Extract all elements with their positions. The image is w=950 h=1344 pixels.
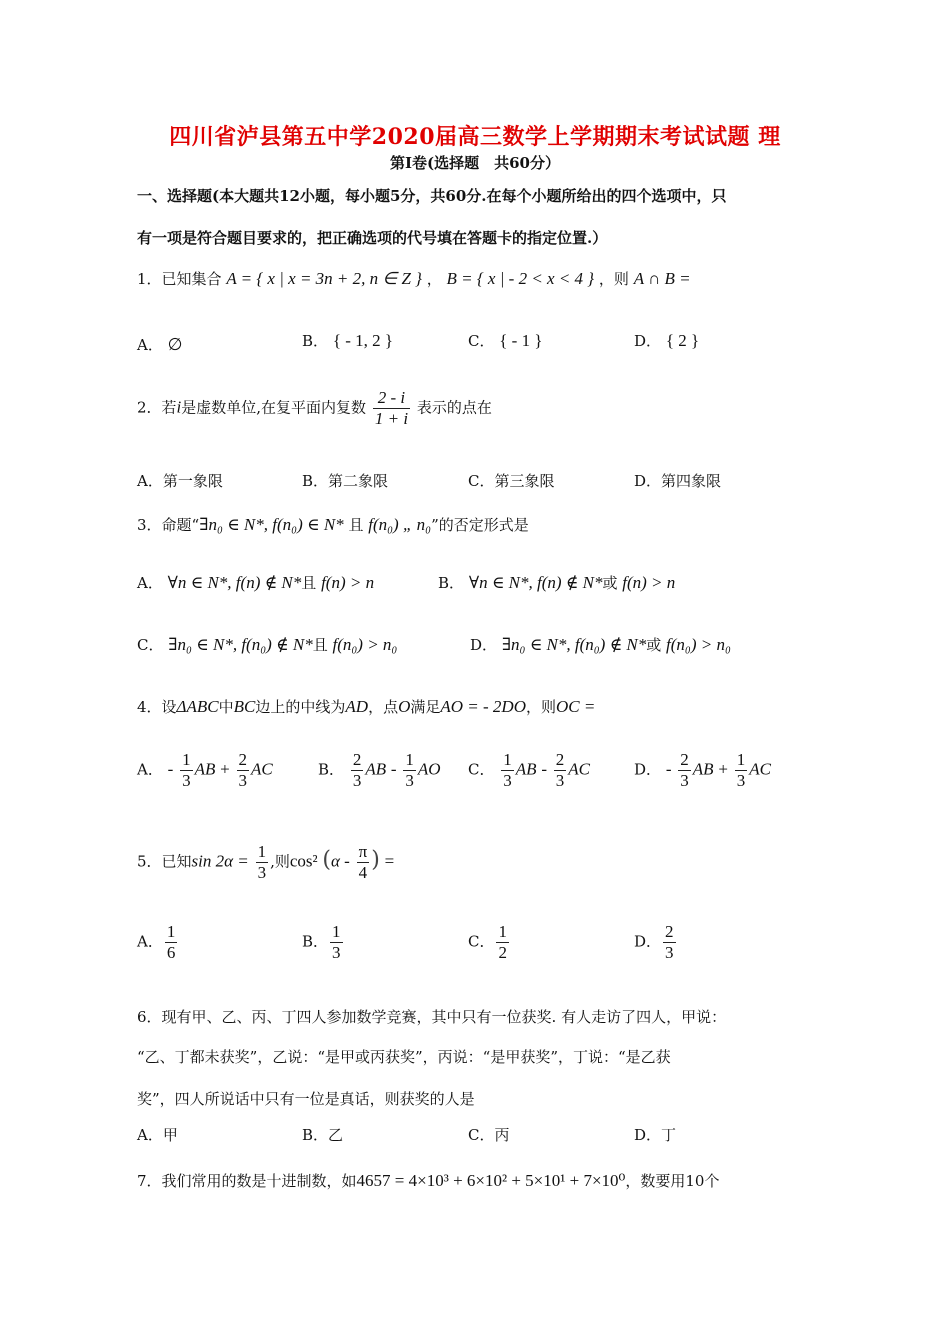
option-text: { - 1, 2 } <box>332 331 394 350</box>
right-paren-icon: ) <box>371 847 380 873</box>
fraction-denominator: 3 <box>182 771 191 790</box>
question-1-option-a[interactable] <box>137 334 182 355</box>
fraction-numerator: 1 <box>257 842 267 861</box>
question-6-option-c[interactable] <box>468 1124 510 1145</box>
fraction-numerator: 2 <box>238 750 248 769</box>
question-5-alpha: α - <box>330 851 350 871</box>
option-fraction <box>165 922 178 963</box>
option-sign: - <box>167 759 174 779</box>
option-expression-2: f(n) > n <box>321 573 375 592</box>
fraction-denominator: 3 <box>680 771 689 790</box>
option-text: 第一象限 <box>162 472 223 490</box>
option-vector-1: AB <box>365 759 387 779</box>
option-label: A． <box>137 932 163 951</box>
option-vector-2: AC <box>251 759 273 779</box>
fraction-numerator: 2 <box>352 750 362 769</box>
question-5-then: ,则 <box>270 852 290 871</box>
question-4-zhong: 中 <box>218 698 234 716</box>
question-7-expression: 4657 = 4×10³ + 6×10² + 5×10¹ + 7×10⁰ <box>356 1171 626 1190</box>
question-2-i: i <box>176 397 182 417</box>
question-5-option-b[interactable] <box>302 922 345 963</box>
option-fraction-1 <box>180 750 193 791</box>
option-label: B． <box>302 332 329 350</box>
option-fraction-2 <box>554 750 567 791</box>
option-label: A． <box>137 336 163 354</box>
question-1-set-b: B = { x | - 2 < x < 4 } <box>446 269 595 288</box>
question-5-option-c[interactable] <box>468 922 511 963</box>
question-1-option-d[interactable] <box>634 330 699 351</box>
fraction-numerator: 1 <box>182 750 191 769</box>
question-4-number: 4．设 <box>137 698 177 716</box>
question-5-option-d[interactable] <box>634 922 678 963</box>
question-6-option-d[interactable] <box>634 1124 676 1145</box>
option-text: { - 1 } <box>499 331 543 350</box>
question-3-option-d[interactable] <box>470 634 731 655</box>
option-operator: - <box>541 759 547 779</box>
fraction-denominator: 3 <box>238 771 248 790</box>
question-4-triangle: ΔABC <box>176 697 219 716</box>
option-text: 第三象限 <box>494 472 555 490</box>
option-label: D． <box>634 472 662 490</box>
question-2-middle: 是虚数单位,在复平面内复数 <box>181 398 367 417</box>
option-label: C． <box>468 932 495 951</box>
question-3-option-a[interactable] <box>137 572 374 593</box>
option-expression-2: f(n₀) > n₀ <box>666 635 731 654</box>
option-fraction-2 <box>735 750 748 791</box>
option-text: 丁 <box>661 1126 677 1144</box>
option-fraction-1 <box>501 750 514 791</box>
question-2-option-d[interactable] <box>634 470 721 491</box>
fraction-denominator: 3 <box>257 863 267 882</box>
fraction-denominator: 3 <box>405 771 414 790</box>
fraction-denominator: 2 <box>498 943 507 962</box>
fraction-numerator: 1 <box>166 922 176 941</box>
fraction-denominator: 3 <box>665 943 674 962</box>
option-label: C． <box>468 472 495 490</box>
option-expression-1: ∃n₀ ∈ N*, f(n₀) ∉ N* <box>501 635 647 654</box>
question-3 <box>137 514 529 536</box>
question-4-option-a[interactable] <box>137 750 273 791</box>
option-fraction-1 <box>351 750 364 791</box>
question-6-line-2: “乙、丁都未获奖”，乙说：“是甲或丙获奖”，丙说：“是甲获奖”，丁说：“是乙获 <box>137 1048 671 1066</box>
option-conjunction: 或 <box>646 636 662 654</box>
option-conjunction: 且 <box>301 574 317 592</box>
option-label: C． <box>468 332 495 350</box>
question-6-line-3: 奖”，四人所说话中只有一位是真话，则获奖的人是 <box>137 1090 475 1108</box>
question-3-option-b[interactable] <box>438 572 675 593</box>
question-1-option-c[interactable] <box>468 330 543 351</box>
question-2-option-c[interactable] <box>468 470 555 491</box>
page-title: 四川省泸县第五中学2020届高三数学上学期期末考试试题 理 <box>169 124 781 150</box>
question-2-fraction <box>373 388 410 429</box>
section-instructions-line1: 一、选择题(本大题共12小题，每小题5分，共60分.在每个小题所给出的四个选项中，只 <box>137 187 727 205</box>
option-text: 第四象限 <box>661 472 722 490</box>
option-operator: + <box>718 759 728 779</box>
section-instructions-line2: 有一项是符合题目要求的，把正确选项的代号填在答题卡的指定位置.） <box>137 229 608 247</box>
option-label: D． <box>634 932 662 951</box>
option-label: D． <box>634 1126 662 1144</box>
question-4-option-b[interactable] <box>318 750 441 791</box>
option-label: B． <box>302 1126 329 1144</box>
question-2-option-b[interactable] <box>302 470 388 491</box>
fraction-numerator: 2 <box>680 750 689 769</box>
option-fraction-2 <box>237 750 250 791</box>
question-2-tail: 表示的点在 <box>416 398 492 417</box>
option-label: A． <box>137 760 163 779</box>
question-5-sin: sin 2α = <box>191 851 249 871</box>
option-vector-1: AB <box>692 759 714 779</box>
question-3-number: 3．命题“ <box>137 516 200 534</box>
option-fraction-1 <box>678 750 691 791</box>
option-label: B． <box>302 472 329 490</box>
fraction-denominator: 4 <box>358 863 368 882</box>
question-1-number: 1．已知集合 <box>137 270 222 288</box>
question-4-relation: AO = - 2DO <box>440 697 526 716</box>
question-5-fraction <box>256 842 269 883</box>
question-4-point-o-text: ，点 <box>368 698 399 716</box>
question-1-expression: A ∩ B = <box>633 269 691 288</box>
option-vector-2: AC <box>568 759 591 779</box>
option-text: 第二象限 <box>328 472 389 490</box>
question-3-tail: ”的否定形式是 <box>431 516 529 534</box>
option-label: A． <box>137 472 163 490</box>
option-fraction <box>330 922 343 963</box>
option-label: D． <box>634 332 662 350</box>
fraction-numerator: 1 <box>498 922 507 941</box>
question-4-satisfy: 满足 <box>410 698 441 716</box>
question-2-number: 2．若 <box>137 398 177 417</box>
fraction-numerator: π <box>358 842 368 861</box>
option-conjunction: 且 <box>312 636 328 654</box>
left-paren-icon: ( <box>322 847 331 873</box>
option-label: B． <box>318 760 345 779</box>
option-operator: - <box>390 759 397 779</box>
option-text: ∅ <box>167 335 183 354</box>
question-4-then: ，则 <box>526 698 557 716</box>
fraction-denominator: 3 <box>503 771 512 790</box>
question-4-oc: OC = <box>556 697 596 716</box>
question-4 <box>137 696 595 718</box>
option-vector-2: AO <box>417 759 441 779</box>
option-label: C． <box>137 636 164 654</box>
question-4-o: O <box>398 697 411 716</box>
question-5-cos: cos² <box>289 851 318 871</box>
question-4-middle: 边上的中线为 <box>255 698 346 716</box>
question-6-option-a[interactable] <box>137 1124 178 1145</box>
option-fraction-2 <box>403 750 416 791</box>
option-vector-1: AB <box>194 759 216 779</box>
question-1-comma: ， <box>426 270 442 288</box>
option-expression-2: f(n) > n <box>622 573 676 592</box>
option-expression-1: ∀n ∈ N*, f(n) ∉ N* <box>468 573 603 592</box>
fraction-numerator: 2 <box>555 750 565 769</box>
question-2 <box>137 388 492 429</box>
question-5-equals: = <box>384 851 395 871</box>
fraction-denominator: 3 <box>555 771 565 790</box>
option-sign: - <box>665 759 672 779</box>
option-fraction <box>496 922 509 963</box>
question-1 <box>137 268 691 290</box>
option-vector-1: AB <box>515 759 537 779</box>
question-3-and: 且 <box>348 516 364 534</box>
question-5-number: 5．已知 <box>137 852 192 871</box>
page-subtitle: 第Ⅰ卷(选择题 共60分） <box>390 154 560 172</box>
option-fraction <box>663 922 676 963</box>
question-4-bc: BC <box>233 697 256 716</box>
question-6-option-b[interactable] <box>302 1124 343 1145</box>
option-label: B． <box>302 932 329 951</box>
option-vector-2: AC <box>749 759 771 779</box>
fraction-denominator: 3 <box>352 771 362 790</box>
option-label: D． <box>470 636 498 654</box>
question-1-option-b[interactable] <box>302 330 393 351</box>
question-5 <box>137 842 394 883</box>
question-6-line-1: 6．现有甲、乙、丙、丁四人参加数学竞赛，其中只有一位获奖. 有人走访了四人，甲说： <box>137 1008 727 1026</box>
fraction-denominator: 6 <box>166 943 176 962</box>
question-4-ad: AD <box>345 697 369 716</box>
option-text: 乙 <box>328 1126 344 1144</box>
question-4-option-c[interactable] <box>468 750 590 791</box>
question-1-tail: ，则 <box>598 270 629 288</box>
option-label: D． <box>634 760 662 779</box>
fraction-numerator: 1 <box>332 922 341 941</box>
question-7-number: 7．我们常用的数是十进制数，如 <box>137 1172 357 1190</box>
option-label: B． <box>438 574 465 592</box>
option-conjunction: 或 <box>602 574 618 592</box>
fraction-denominator: 3 <box>332 943 341 962</box>
fraction-numerator: 2 - i <box>373 388 410 409</box>
question-2-option-a[interactable] <box>137 470 223 491</box>
question-4-option-d[interactable] <box>634 750 771 791</box>
fraction-denominator: 1 + i <box>374 409 409 428</box>
fraction-denominator: 3 <box>736 771 746 790</box>
option-expression-1: ∀n ∈ N*, f(n) ∉ N* <box>167 573 302 592</box>
question-5-pi-fraction <box>357 842 370 883</box>
question-7 <box>137 1170 719 1192</box>
fraction-numerator: 2 <box>665 922 674 941</box>
option-expression-2: f(n₀) > n₀ <box>332 635 398 654</box>
option-label: A． <box>137 1126 163 1144</box>
option-label: A． <box>137 574 163 592</box>
question-5-option-a[interactable] <box>137 922 179 963</box>
fraction-numerator: 1 <box>736 750 746 769</box>
option-operator: + <box>220 759 230 779</box>
option-text: { 2 } <box>665 331 700 350</box>
option-text: 甲 <box>162 1126 178 1144</box>
option-text: 丙 <box>494 1126 510 1144</box>
question-3-expression-1: ∃n₀ ∈ N*, f(n₀) ∈ N* <box>199 515 344 534</box>
option-label: C． <box>468 1126 495 1144</box>
option-expression-1: ∃n₀ ∈ N*, f(n₀) ∉ N* <box>168 635 313 654</box>
question-3-expression-2: f(n₀) „ n₀ <box>368 515 432 534</box>
fraction-numerator: 1 <box>405 750 414 769</box>
question-3-option-c[interactable] <box>137 634 397 655</box>
question-7-tail: ，数要用10个 <box>625 1172 720 1190</box>
fraction-numerator: 1 <box>503 750 512 769</box>
option-label: C． <box>468 760 495 779</box>
question-1-set-a: A = { x | x = 3n + 2, n ∈ Z } <box>226 269 422 288</box>
